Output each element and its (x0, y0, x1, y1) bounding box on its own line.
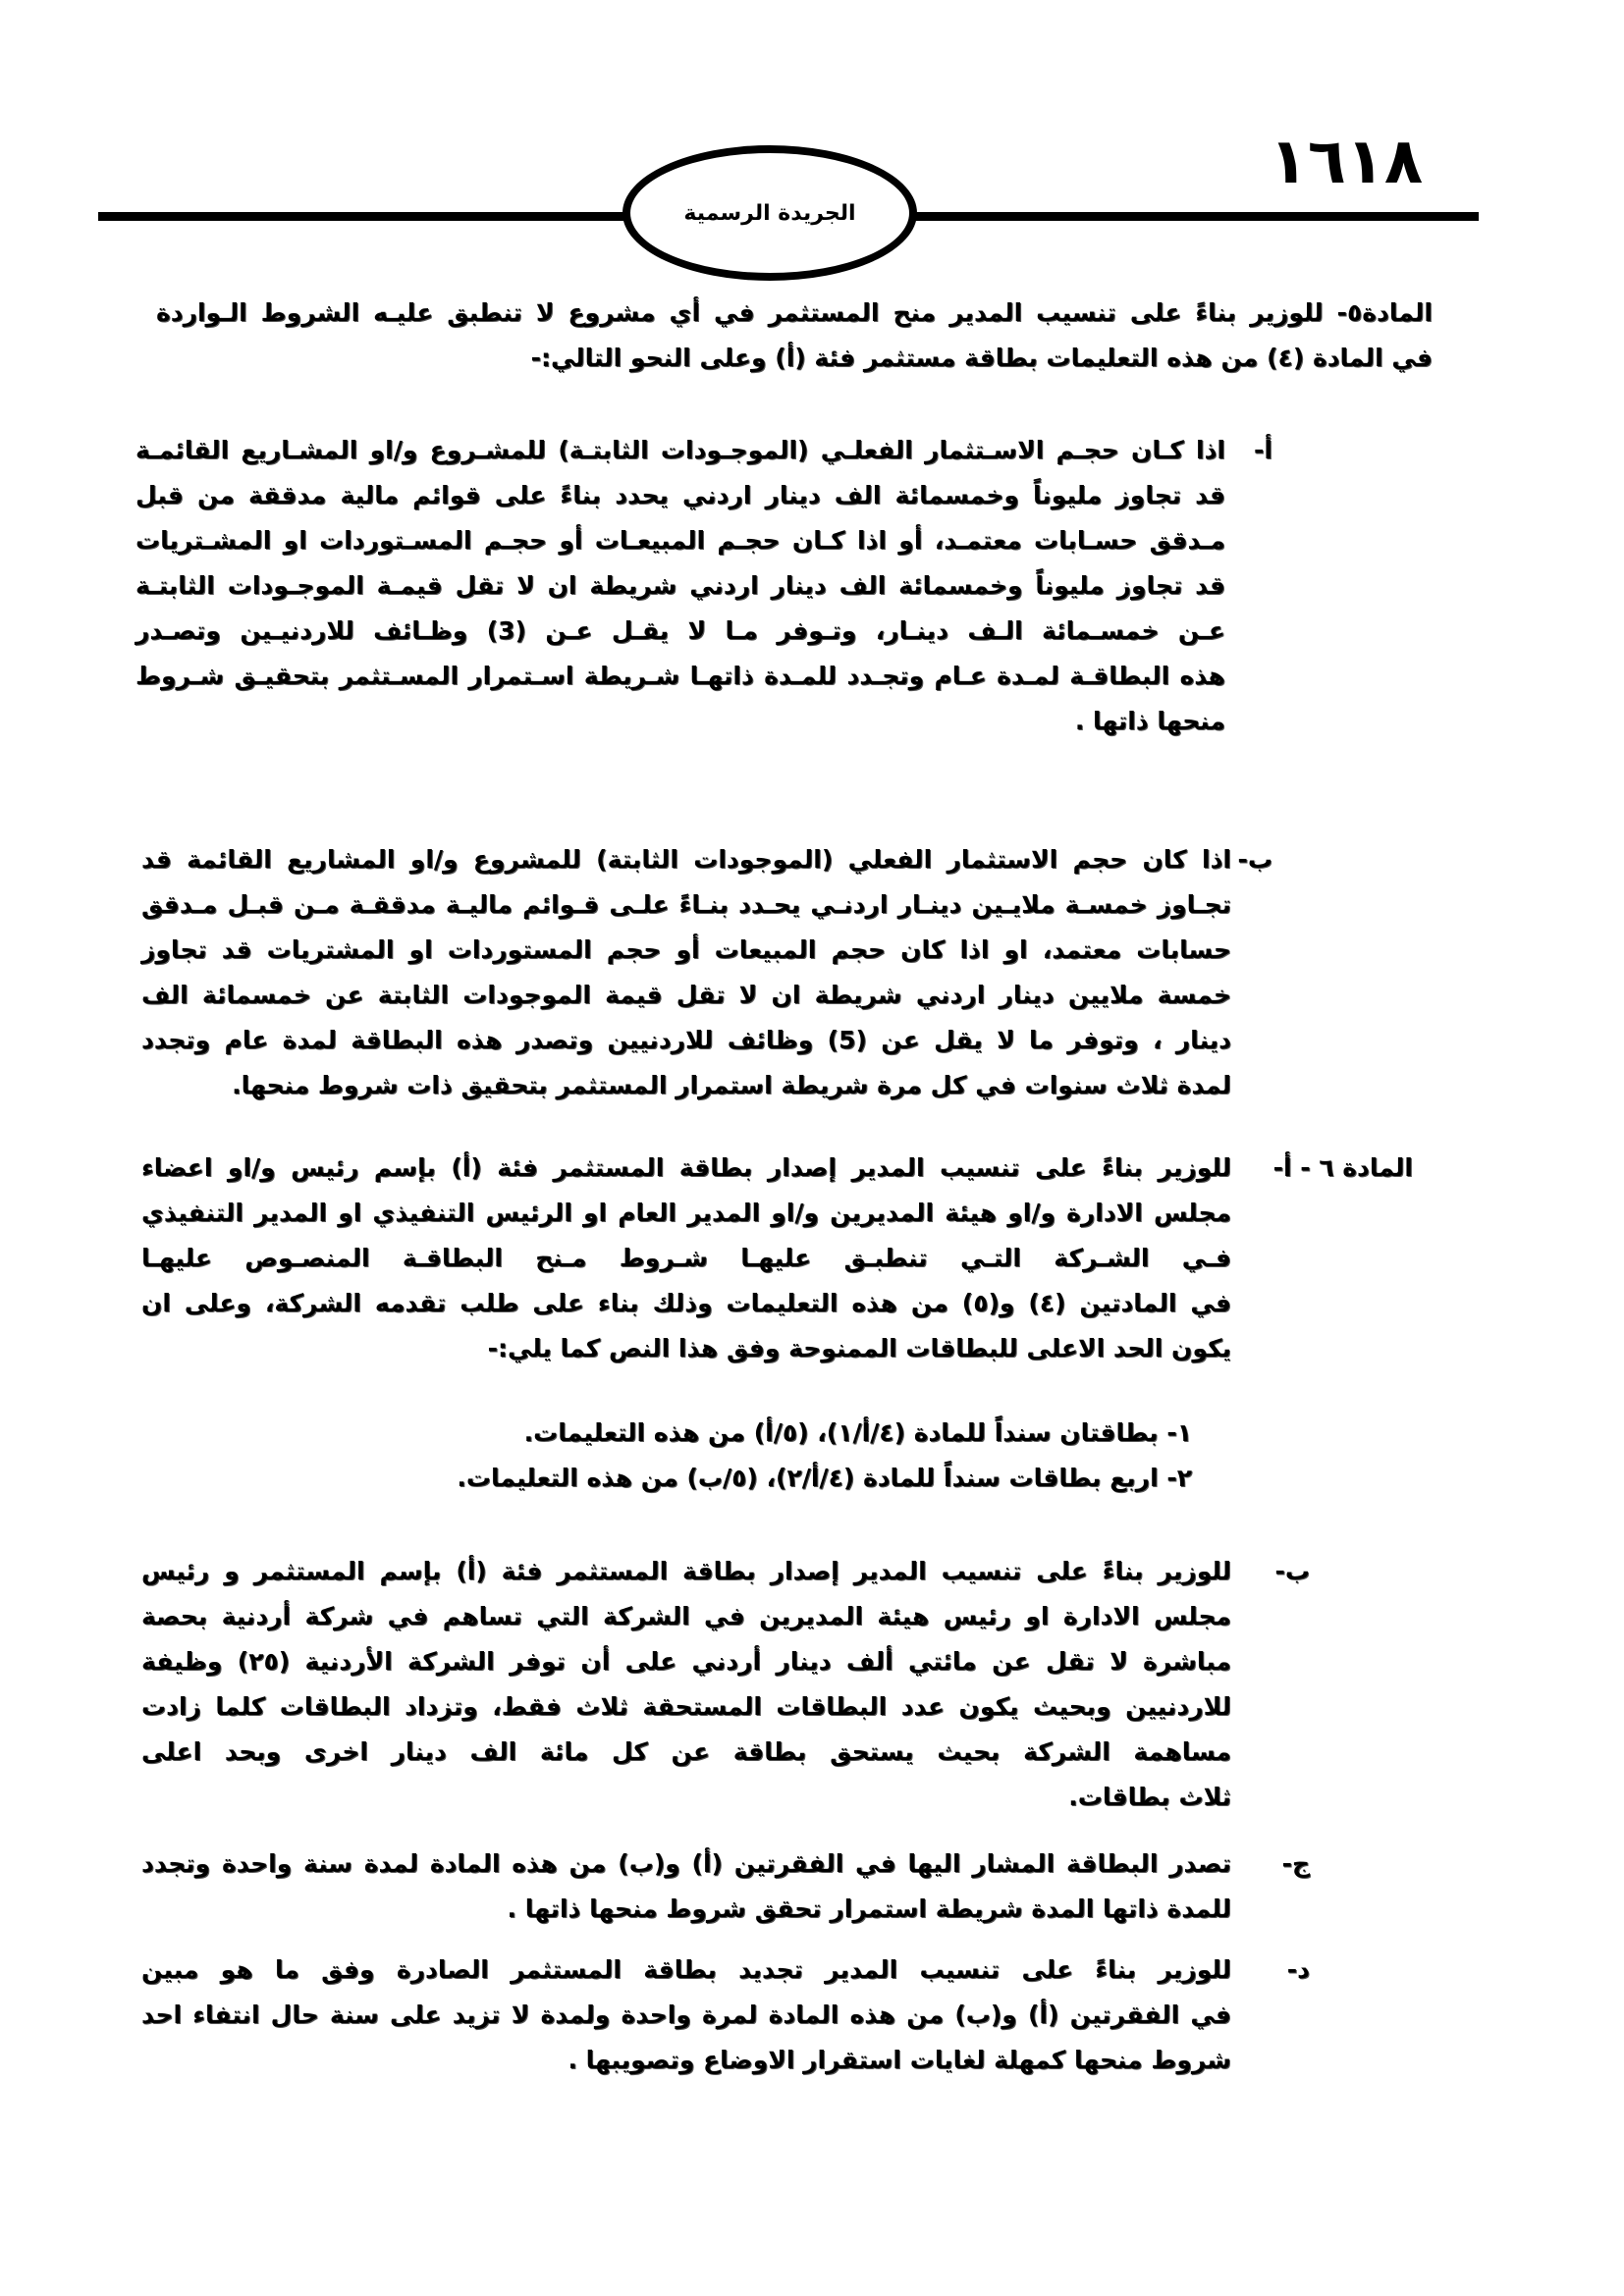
text-line: للوزير بناءً على تنسيب المدير تجديد بطاقة المستثمر الصادرة وفق ما هو مبين (141, 1955, 1231, 1984)
text-line: منحها ذاتها . (1074, 707, 1225, 735)
text-line: هذه البطاقـة لمـدة عـام وتجـدد للمـدة ذاتهـا شـريطة اسـتمرار المسـتثمر بتحقيـق شـروط (135, 662, 1225, 690)
list-item: ١- بطاقتان سنداً للمادة (٤/أ/١)، (٥/أ) من هذه التعليمات. (523, 1418, 1192, 1447)
text-line: يكون الحد الاعلى للبطاقات الممنوحة وفق هذا النص كما يلي:- (487, 1334, 1231, 1362)
article-6-paragraph-c (141, 1842, 1231, 1932)
paragraph-label-c: ج- (1281, 1849, 1310, 1878)
text-line: المادة٥- للوزير بناءً على تنسيب المدير منح المستثمر في أي مشروع لا تنطبق عليـه الشروط الـواردة (156, 298, 1433, 327)
list-item: ٢- اربع بطاقات سنداً للمادة (٤/أ/٢)، (٥/ب) من هذه التعليمات. (457, 1464, 1192, 1492)
text-line: اذا كـان حجـم الاسـتثمار الفعلـي (الموجـودات الثابتـة) للمشـروع و/او المشـاريع القائمـة (135, 436, 1225, 464)
text-line: مباشرة لا تقل عن مائتي ألف دينار أردني على أن توفر الشركة الأردنية (٢٥) وظيفة (141, 1647, 1232, 1676)
text-line: في الفقرتين (أ) و(ب) من هذه المادة لمرة واحدة ولمدة لا تزيد على سنة حال انتفاء احد (141, 2001, 1231, 2029)
text-line: شروط منحها كمهلة لغايات استقرار الاوضاع وتصويبها . (568, 2046, 1231, 2074)
article-6-paragraph-b (141, 1549, 1231, 1820)
text-line: قد تجاوز مليوناً وخمسمائة الف دينار اردني يحدد بناءً على قوائم مالية مدققة من قبل (135, 481, 1225, 509)
text-line: عـن خمسـمائة الـف دينـار، وتـوفر مـا لا يقـل عـن (3) وظـائف للاردنيـين وتصـدر (135, 616, 1225, 645)
text-line: للمدة ذاتها المدة شريطة استمرار تحقق شروط منحها ذاتها . (507, 1895, 1231, 1923)
text-line: لمدة ثلاث سنوات في كل مرة شريطة استمرار المستثمر بتحقيق ذات شروط منحها. (232, 1071, 1231, 1099)
paragraph-label-a: أ- (1254, 436, 1272, 464)
text-line: في المادتين (٤) و(٥) من هذه التعليمات وذلك بناء على طلب تقدمه الشركة، وعلى ان (141, 1289, 1231, 1317)
text-line: مجلس الادارة و/او هيئة المديرين و/او المدير العام او الرئيس التنفيذي او المدير التنفيذي (141, 1199, 1231, 1227)
paragraph-label-b: ب- (1274, 1557, 1310, 1585)
text-line: للوزير بناءً على تنسيب المدير إصدار بطاقة المستثمر فئة (أ) بإسم المستثمر و رئيس (141, 1557, 1231, 1585)
article-5-paragraph-b (141, 837, 1231, 1108)
text-line: مجلس الادارة او رئيس هيئة المديرين في الشركة التي تساهم في شركة أردنية بحصة (141, 1602, 1231, 1630)
article-6-heading: المادة ٦ - أ- (1272, 1153, 1413, 1182)
paragraph-label-b: ب- (1237, 845, 1272, 874)
text-line: مساهمة الشركة بحيث يستحق بطاقة عن كل مائة الف دينار اخرى وبحد اعلى (141, 1737, 1231, 1766)
text-line: خمسة ملايين دينار اردني شريطة ان لا تقل قيمة الموجودات الثابتة عن خمسمائة الف (141, 981, 1231, 1009)
text-line: قد تجاوز مليوناً وخمسمائة الف دينار اردني شريطة ان لا تقل قيمـة الموجـودات الثابتـة (135, 571, 1225, 600)
text-line: للوزير بناءً على تنسيب المدير إصدار بطاقة المستثمر فئة (أ) بإسم رئيس و/او اعضاء (141, 1153, 1231, 1182)
publication-title: الجريدة الرسمية (683, 200, 856, 226)
text-line: دينار ، وتوفر ما لا يقل عن (5) وظائف للاردنيين وتصدر هذه البطاقة لمدة عام وتجدد (141, 1026, 1231, 1054)
article-5-intro (156, 291, 1433, 381)
text-line: ثلاث بطاقات. (1068, 1783, 1231, 1811)
text-line: تجـاوز خمسـة ملايـين دينـار اردنـي يحـدد بنـاءً علـى قـوائم ماليـة مدققـة مـن قبـل مـدقق (141, 890, 1231, 919)
text-line: مـدقق حسـابات معتمـد، أو اذا كـان حجـم المبيعـات أو حجـم المسـتوردات او المشـتريات (135, 526, 1225, 555)
text-line: في المادة (٤) من هذه التعليمات بطاقة مستثمر فئة (أ) وعلى النحو التالي:- (530, 344, 1433, 372)
text-line: فـي الشـركة التـي تنطبـق عليهـا شـروط مـنح البطاقـة المنصـوص عليهـا (141, 1244, 1231, 1272)
text-line: للاردنيين وبحيث يكون عدد البطاقات المستحقة ثلاث فقط، وتزداد البطاقات كلما زادت (141, 1692, 1231, 1721)
text-line: اذا كان حجم الاستثمار الفعلي (الموجودات الثابتة) للمشروع و/او المشاريع القائمة قد (141, 845, 1231, 874)
text-line: حسابات معتمد، او اذا كان حجم المبيعات أو حجم المستوردات او المشتريات قد تجاوز (141, 935, 1231, 964)
article-5-paragraph-a (135, 428, 1225, 744)
article-6-paragraph-a (141, 1146, 1231, 1371)
page-number: ١٦١٨ (1269, 126, 1423, 198)
article-6-card-limits-list (308, 1411, 1192, 1501)
text-line: تصدر البطاقة المشار اليها في الفقرتين (أ) و(ب) من هذه المادة لمدة سنة واحدة وتجدد (141, 1849, 1231, 1878)
paragraph-label-d: د- (1286, 1955, 1310, 1984)
header-oval (623, 145, 917, 281)
article-6-paragraph-d (141, 1948, 1231, 2083)
